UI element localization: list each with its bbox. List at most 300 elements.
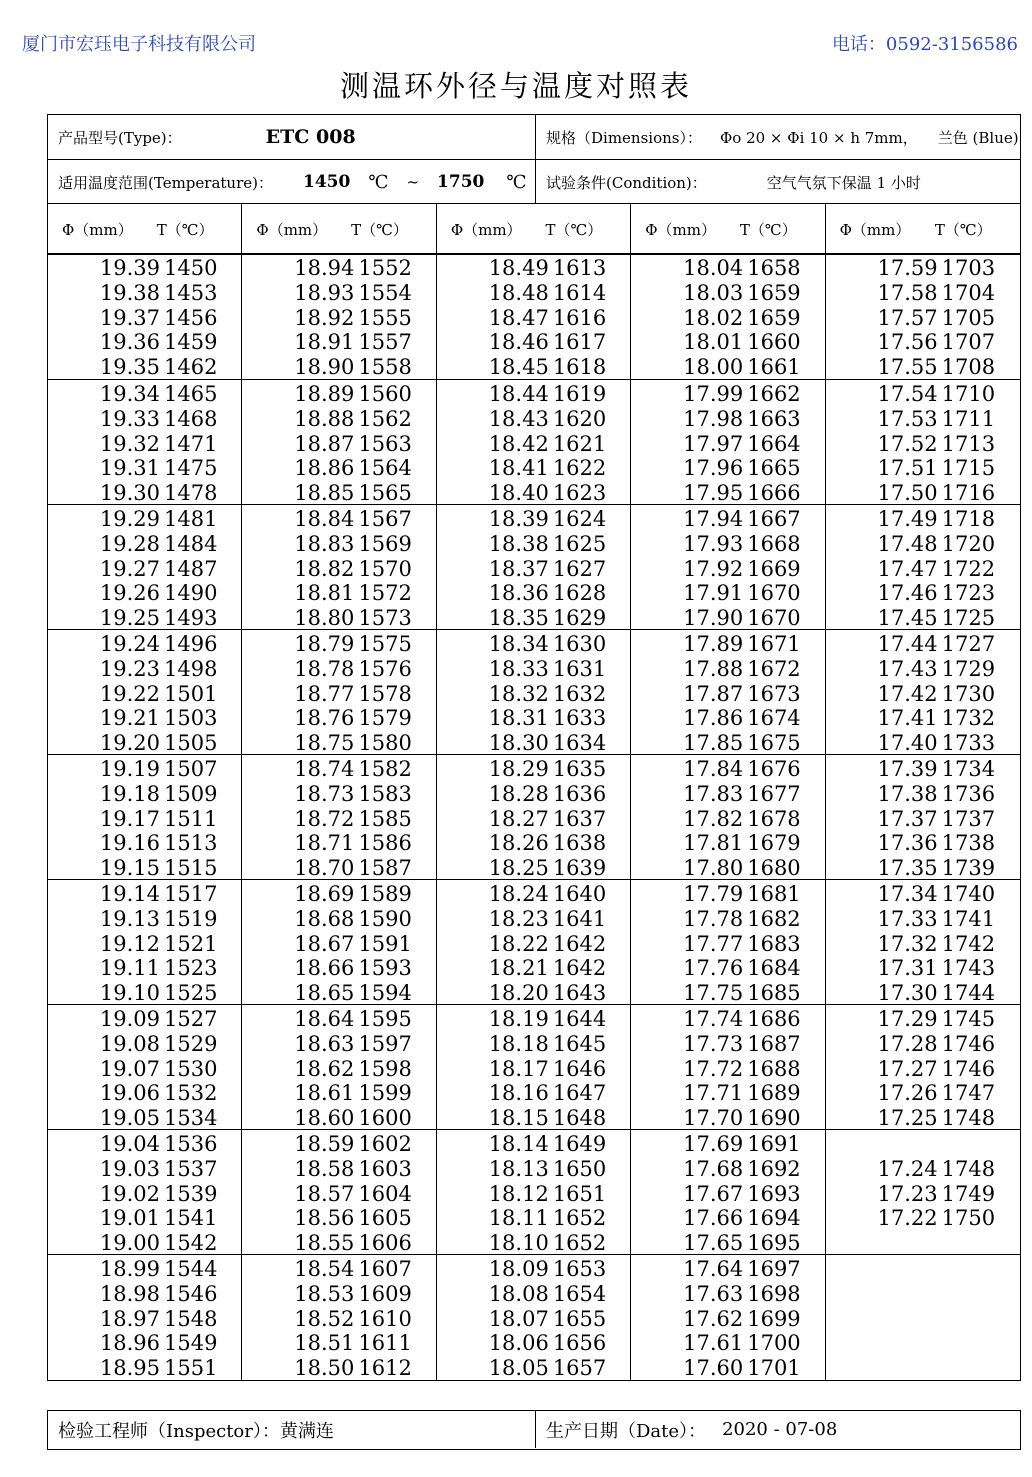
- company-name: 厦门市宏珏电子科技有限公司: [22, 34, 256, 55]
- temperature-value: 1643: [552, 981, 607, 1006]
- temperature-value: 1742: [941, 931, 996, 956]
- table-row: [48, 407, 241, 432]
- diameter-value: 17.85: [683, 731, 744, 756]
- temperature-value: 1481: [164, 507, 218, 531]
- table-row: [826, 532, 1020, 557]
- table-row: [826, 507, 1020, 532]
- diameter-value: 17.28: [877, 1031, 938, 1056]
- temperature-value: 1620: [552, 406, 607, 431]
- table-row: [826, 831, 1020, 856]
- temperature-value: 1637: [552, 806, 607, 831]
- table-row: [242, 882, 435, 907]
- diameter-value: 18.77: [294, 681, 355, 706]
- table-row: [437, 956, 630, 981]
- temperature-value: 1700: [747, 1331, 801, 1356]
- diameter-value: 17.38: [877, 781, 938, 806]
- table-row: [242, 355, 435, 380]
- table-row: [242, 532, 435, 557]
- table-row: [631, 256, 824, 281]
- row-block: [242, 879, 435, 1004]
- table-row: [631, 1307, 824, 1332]
- diameter-value: 17.83: [683, 781, 744, 806]
- temperature-value: 1738: [941, 831, 996, 856]
- inspector-name: 黄满连: [279, 1420, 334, 1442]
- diameter-value: 18.52: [294, 1306, 355, 1331]
- diameter-value: 18.75: [294, 731, 355, 756]
- table-row: [437, 1307, 630, 1332]
- diameter-value: 17.32: [877, 931, 938, 956]
- temperature-value: 1659: [747, 305, 801, 330]
- dims-cell: [536, 115, 1020, 159]
- table-row: [631, 355, 824, 380]
- temperature-value: 1650: [552, 1156, 607, 1181]
- temperature-header: T（℃）: [739, 220, 797, 239]
- diameter-value: 18.37: [488, 556, 549, 581]
- diameter-value: 17.33: [877, 906, 938, 931]
- diameter-value: 18.90: [294, 355, 355, 380]
- temperature-value: 1564: [358, 456, 412, 481]
- temperature-value: 1683: [747, 931, 801, 956]
- table-row: [826, 557, 1020, 582]
- table-row: [437, 907, 630, 932]
- temperature-value: 1453: [164, 280, 218, 305]
- table-row: [631, 632, 824, 657]
- temperature-header: T（℃）: [545, 220, 603, 239]
- table-row: [826, 1282, 1020, 1307]
- temperature-value: 1542: [164, 1231, 218, 1256]
- table-row: [437, 856, 630, 881]
- table-row: [631, 831, 824, 856]
- table-row: [631, 657, 824, 682]
- temperature-value: 1552: [358, 256, 412, 280]
- table-row: [48, 981, 241, 1006]
- diameter-value: 17.98: [683, 406, 744, 431]
- table-row: [437, 706, 630, 731]
- temperature-value: 1681: [747, 882, 801, 906]
- row-block: [48, 379, 241, 504]
- temperature-value: 1677: [747, 781, 801, 806]
- table-row: [242, 1157, 435, 1182]
- temperature-value: 1548: [164, 1306, 218, 1331]
- diameter-value: 17.58: [877, 280, 938, 305]
- row-block: [48, 504, 241, 629]
- diameter-value: 19.39: [99, 256, 160, 280]
- temperature-value: 1560: [358, 382, 412, 406]
- diameter-value: 19.11: [99, 956, 160, 981]
- temperature-value: 1523: [164, 956, 218, 981]
- diameter-value: 18.48: [488, 280, 549, 305]
- table-row: [48, 330, 241, 355]
- table-row: [631, 306, 824, 331]
- table-row: [437, 557, 630, 582]
- diameter-value: 18.00: [683, 355, 744, 380]
- table-row: [48, 856, 241, 881]
- row-block: [242, 1129, 435, 1254]
- temperature-value: 1534: [164, 1106, 218, 1131]
- row-block: [48, 254, 241, 379]
- diameter-header: Φ（mm）: [256, 220, 328, 239]
- diameter-value: 19.16: [99, 831, 160, 856]
- diameter-value: 17.46: [877, 581, 938, 606]
- diameter-value: 17.69: [683, 1132, 744, 1156]
- temperature-value: 1629: [552, 606, 607, 631]
- diameter-value: 18.46: [488, 330, 549, 355]
- row-block: [437, 1129, 630, 1254]
- temperature-value: 1642: [552, 956, 607, 981]
- diameter-value: 18.20: [488, 981, 549, 1006]
- temperature-value: 1641: [552, 906, 607, 931]
- table-row: [631, 407, 824, 432]
- temperature-value: 1599: [358, 1081, 412, 1106]
- temperature-value: 1652: [552, 1206, 607, 1231]
- table-row: [437, 432, 630, 457]
- diameter-value: 17.53: [877, 406, 938, 431]
- temperature-value: 1732: [941, 706, 996, 731]
- temperature-value: 1716: [941, 481, 996, 506]
- diameter-value: 18.42: [488, 431, 549, 456]
- table-row: [242, 1032, 435, 1057]
- diameter-value: 18.40: [488, 481, 549, 506]
- temperature-value: 1733: [941, 731, 996, 756]
- temperature-value: [938, 1257, 942, 1282]
- diameter-value: 17.37: [877, 806, 938, 831]
- diameter-value: 18.63: [294, 1031, 355, 1056]
- diameter-value: 18.12: [488, 1181, 549, 1206]
- table-row: [826, 782, 1020, 807]
- table-row: [631, 706, 824, 731]
- diameter-value: 18.81: [294, 581, 355, 606]
- table-row: [437, 1081, 630, 1106]
- diameter-value: 17.47: [877, 556, 938, 581]
- table-row: [48, 731, 241, 756]
- diameter-value: 17.29: [877, 1007, 938, 1031]
- diameter-value: 19.28: [99, 531, 160, 556]
- table-row: [48, 1182, 241, 1207]
- table-row: [242, 956, 435, 981]
- diameter-value: 19.22: [99, 681, 160, 706]
- table-row: [437, 330, 630, 355]
- table-column: [437, 254, 631, 1380]
- diameter-value: 17.68: [683, 1156, 744, 1181]
- temperature-value: 1737: [941, 806, 996, 831]
- temperature-value: 1602: [358, 1132, 412, 1156]
- diameter-value: 17.55: [877, 355, 938, 380]
- table-row: [437, 1331, 630, 1356]
- diameter-value: 19.05: [99, 1106, 160, 1131]
- diameter-value: 17.75: [683, 981, 744, 1006]
- diameter-value: 17.31: [877, 956, 938, 981]
- table-row: [48, 481, 241, 506]
- diameter-value: 18.92: [294, 305, 355, 330]
- table-row: [242, 507, 435, 532]
- table-row: [242, 831, 435, 856]
- temperature-value: 1687: [747, 1031, 801, 1056]
- temperature-value: 1652: [552, 1231, 607, 1256]
- temperature-value: 1705: [941, 305, 996, 330]
- temperature-value: 1610: [358, 1306, 412, 1331]
- diameter-value: 18.70: [294, 856, 355, 881]
- diameter-value: 17.93: [683, 531, 744, 556]
- temperature-value: 1750: [941, 1206, 996, 1231]
- diameter-value: 17.22: [877, 1206, 938, 1231]
- diameter-value: 19.00: [99, 1231, 160, 1256]
- table-row: [631, 1106, 824, 1131]
- diameter-value: 18.28: [488, 781, 549, 806]
- diameter-value: 18.82: [294, 556, 355, 581]
- row-block: [631, 254, 824, 379]
- diameter-value: 19.20: [99, 731, 160, 756]
- table-row: [631, 456, 824, 481]
- diameter-value: 19.08: [99, 1031, 160, 1056]
- table-row: [631, 1356, 824, 1381]
- diameter-value: 18.64: [294, 1007, 355, 1031]
- diameter-value: 18.72: [294, 806, 355, 831]
- diameter-value: 18.16: [488, 1081, 549, 1106]
- table-row: [437, 355, 630, 380]
- temperature-value: 1617: [552, 330, 607, 355]
- diameter-value: 17.34: [877, 882, 938, 906]
- diameter-value: 17.65: [683, 1231, 744, 1256]
- diameter-value: 17.97: [683, 431, 744, 456]
- temperature-value: 1551: [164, 1356, 218, 1381]
- diameter-value: 18.47: [488, 305, 549, 330]
- table-row: [48, 1231, 241, 1256]
- temperature-value: 1694: [747, 1206, 801, 1231]
- diameter-value: 19.07: [99, 1056, 160, 1081]
- temperature-value: 1501: [164, 681, 218, 706]
- table-row: [48, 882, 241, 907]
- temperature-value: 1730: [941, 681, 996, 706]
- temperature-value: 1662: [747, 382, 801, 406]
- diameter-value: 18.65: [294, 981, 355, 1006]
- table-row: [826, 1106, 1020, 1131]
- temperature-value: 1589: [358, 882, 412, 906]
- diameter-value: 18.26: [488, 831, 549, 856]
- temperature-value: 1597: [358, 1031, 412, 1056]
- temperature-value: 1487: [164, 556, 218, 581]
- table-row: [631, 932, 824, 957]
- row-block: [826, 1129, 1020, 1254]
- temperature-value: 1701: [747, 1356, 801, 1381]
- row-block: [48, 629, 241, 754]
- temperature-value: 1664: [747, 431, 801, 456]
- diameter-value: 17.57: [877, 305, 938, 330]
- temperature-value: 1740: [941, 882, 996, 906]
- table-row: [631, 1032, 824, 1057]
- table-row: [437, 782, 630, 807]
- temperature-value: 1628: [552, 581, 607, 606]
- table-row: [242, 1057, 435, 1082]
- diameter-value: 19.10: [99, 981, 160, 1006]
- table-row: [826, 355, 1020, 380]
- diameter-value: 17.86: [683, 706, 744, 731]
- diameter-value: 18.54: [294, 1257, 355, 1281]
- diameter-value: [826, 1257, 938, 1282]
- range-unit-2: ℃: [506, 171, 527, 193]
- diameter-value: 18.27: [488, 806, 549, 831]
- table-row: [437, 657, 630, 682]
- table-row: [242, 557, 435, 582]
- table-row: [826, 1231, 1020, 1256]
- diameter-value: 17.95: [683, 481, 744, 506]
- temperature-value: 1471: [164, 431, 218, 456]
- temperature-value: 1708: [941, 355, 996, 380]
- diameter-value: 17.50: [877, 481, 938, 506]
- temperature-value: 1609: [358, 1281, 412, 1306]
- diameter-value: 17.45: [877, 606, 938, 631]
- diameter-value: 17.51: [877, 456, 938, 481]
- table-row: [437, 1007, 630, 1032]
- table-row: [826, 632, 1020, 657]
- table-row: [437, 281, 630, 306]
- diameter-value: 19.34: [99, 382, 160, 406]
- row-block: [437, 379, 630, 504]
- temperature-value: 1674: [747, 706, 801, 731]
- table-row: [437, 1106, 630, 1131]
- temperature-value: 1530: [164, 1056, 218, 1081]
- temperature-value: 1513: [164, 831, 218, 856]
- diameter-value: 18.87: [294, 431, 355, 456]
- temperature-value: 1745: [941, 1007, 996, 1031]
- temperature-header: T（℃）: [351, 220, 408, 239]
- table-row: [242, 1331, 435, 1356]
- row-block: [631, 879, 824, 1004]
- table-row: [242, 1307, 435, 1332]
- table-column: [242, 254, 436, 1380]
- row-block: [437, 879, 630, 1004]
- diameter-value: 18.55: [294, 1231, 355, 1256]
- diameter-value: 18.99: [99, 1257, 160, 1281]
- diameter-value: 19.01: [99, 1206, 160, 1231]
- table-row: [437, 456, 630, 481]
- diameter-value: 18.08: [488, 1281, 549, 1306]
- diameter-value: 18.38: [488, 531, 549, 556]
- temperature-value: 1616: [552, 305, 607, 330]
- diameter-value: 17.79: [683, 882, 744, 906]
- table-row: [631, 731, 824, 756]
- table-row: [631, 1007, 824, 1032]
- column-header-group: [826, 204, 1020, 254]
- temperature-value: 1521: [164, 931, 218, 956]
- table-row: [826, 807, 1020, 832]
- diameter-value: 19.38: [99, 280, 160, 305]
- table-row: [437, 757, 630, 782]
- table-row: [48, 382, 241, 407]
- diameter-value: 19.33: [99, 406, 160, 431]
- diameter-header: Φ（mm）: [62, 220, 133, 239]
- table-row: [242, 682, 435, 707]
- table-row: [631, 1206, 824, 1231]
- table-row: [826, 932, 1020, 957]
- temperature-value: [938, 1231, 942, 1256]
- diameter-value: 17.39: [877, 757, 938, 781]
- table-row: [437, 981, 630, 1006]
- row-block: [826, 629, 1020, 754]
- diameter-value: [826, 1331, 938, 1356]
- table-row: [631, 1182, 824, 1207]
- table-row: [242, 856, 435, 881]
- temperature-value: 1693: [747, 1181, 801, 1206]
- temperature-value: 1536: [164, 1132, 218, 1156]
- temperature-value: 1725: [941, 606, 996, 631]
- diameter-value: 19.18: [99, 781, 160, 806]
- table-row: [48, 807, 241, 832]
- temperature-value: 1575: [358, 632, 412, 656]
- temperature-value: 1711: [941, 406, 996, 431]
- temperature-value: 1729: [941, 656, 996, 681]
- diameter-value: 18.30: [488, 731, 549, 756]
- row-block: [437, 254, 630, 379]
- temperature-value: 1685: [747, 981, 801, 1006]
- temperature-value: 1710: [941, 382, 996, 406]
- table-row: [631, 1282, 824, 1307]
- temperature-value: 1511: [164, 806, 218, 831]
- diameter-value: 17.26: [877, 1081, 938, 1106]
- footer-panel: [47, 1410, 1021, 1450]
- date-label: 生产日期（Date）：: [546, 1420, 707, 1442]
- table-row: [631, 432, 824, 457]
- table-row: [826, 1057, 1020, 1082]
- diameter-value: 18.15: [488, 1106, 549, 1131]
- diameter-value: 18.93: [294, 280, 355, 305]
- table-row: [437, 731, 630, 756]
- table-row: [437, 1057, 630, 1082]
- diameter-value: 18.74: [294, 757, 355, 781]
- table-row: [48, 657, 241, 682]
- temperature-value: 1450: [164, 256, 218, 280]
- temperature-value: 1598: [358, 1056, 412, 1081]
- table-row: [48, 1257, 241, 1282]
- table-row: [242, 281, 435, 306]
- temperature-value: 1667: [747, 507, 801, 531]
- temperature-value: 1624: [552, 507, 607, 531]
- table-row: [48, 632, 241, 657]
- temperature-value: 1537: [164, 1156, 218, 1181]
- table-row: [48, 606, 241, 631]
- temperature-value: 1658: [747, 256, 801, 280]
- diameter-value: 19.25: [99, 606, 160, 631]
- diameter-value: 18.59: [294, 1132, 355, 1156]
- table-row: [48, 557, 241, 582]
- temperature-value: 1639: [552, 856, 607, 881]
- temperature-value: 1554: [358, 280, 412, 305]
- table-row: [631, 882, 824, 907]
- temperature-value: 1605: [358, 1206, 412, 1231]
- temperature-value: 1646: [552, 1056, 607, 1081]
- diameter-value: 18.19: [488, 1007, 549, 1031]
- temperature-value: 1653: [552, 1257, 607, 1281]
- table-row: [48, 1106, 241, 1131]
- diameter-value: 18.01: [683, 330, 744, 355]
- diameter-value: 18.07: [488, 1306, 549, 1331]
- temperature-value: 1505: [164, 731, 218, 756]
- table-row: [48, 432, 241, 457]
- diameter-value: 19.06: [99, 1081, 160, 1106]
- temperature-value: 1672: [747, 656, 801, 681]
- range-unit-1: ℃: [368, 171, 389, 193]
- table-row: [631, 1157, 824, 1182]
- temperature-value: 1586: [358, 831, 412, 856]
- temperature-value: 1748: [941, 1106, 996, 1131]
- diameter-value: 19.31: [99, 456, 160, 481]
- temperature-value: 1746: [941, 1031, 996, 1056]
- temperature-value: [938, 1132, 942, 1157]
- temperature-value: 1640: [552, 882, 607, 906]
- column-headers: [47, 204, 1021, 255]
- temperature-value: 1743: [941, 956, 996, 981]
- table-row: [242, 581, 435, 606]
- temperature-value: 1600: [358, 1106, 412, 1131]
